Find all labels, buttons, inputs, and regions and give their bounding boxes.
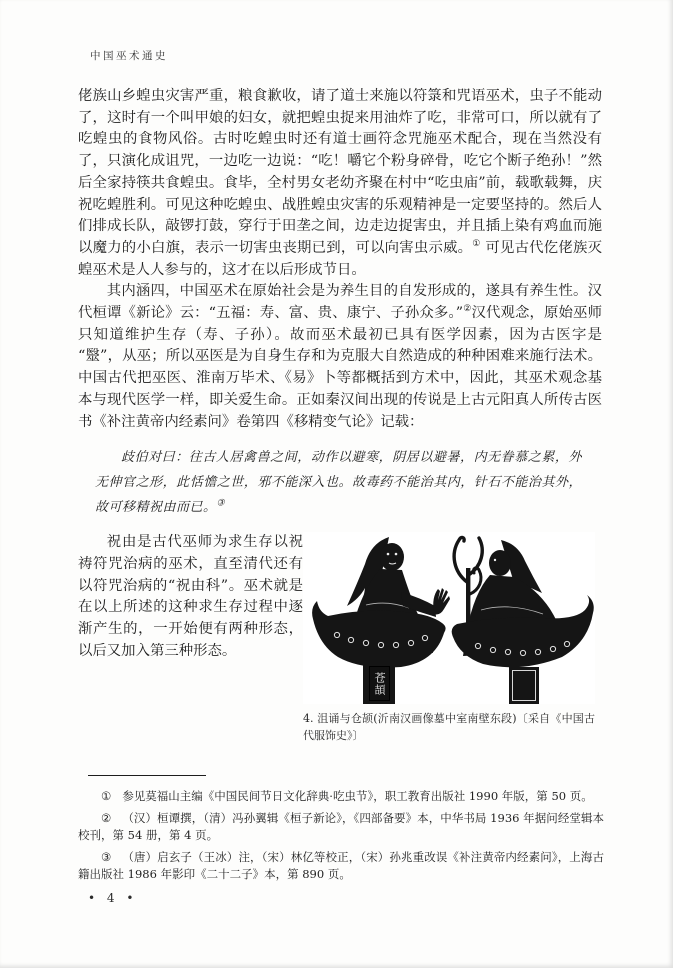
footnote-text: 参见莫福山主编《中国民间节日文化辞典·吃虫节》，职工教育出版社 1990 年版，第 50 页。 — [122, 789, 593, 803]
paragraph-zhuyou: 祝由是古代巫师为求生存以祝祷符咒治病的巫术，直至清代还有以符咒治病的“祝由科”。巫术就是在以上所述的这种求生存过程中逐渐产生的，一开始便有两种形态，以后又加入第三种形态。 — [78, 534, 303, 659]
page-number: • 4 • — [88, 891, 138, 905]
footnote-ref-3: ③ — [216, 498, 226, 509]
paragraph-locust-custom — [78, 86, 602, 281]
page-content — [78, 86, 602, 744]
footnote-3 — [78, 849, 604, 884]
classical-quote — [95, 445, 582, 520]
footnote-ref-2: ② — [463, 304, 472, 315]
running-title: 中国巫术通史 — [90, 50, 168, 62]
footnote-2 — [78, 810, 604, 845]
footnote-marker: ② — [101, 810, 112, 825]
two-column-section — [78, 532, 602, 744]
paragraph-text: 可见古代仡佬族灭蝗巫术是人人参与的，这才在以后形成节日。 — [78, 239, 602, 278]
figure-caption: 4. 沮诵与仓颉(沂南汉画像墓中室南壁东段)〔采自《中国古代服饰史》〕 — [303, 712, 595, 742]
footnote-marker: ③ — [101, 849, 112, 864]
han-rubbing-illustration-svg — [303, 532, 595, 704]
paragraph-connotation-four — [78, 281, 602, 433]
footnote-marker: ① — [101, 789, 112, 803]
footnote-text: （汉）桓谭撰，（清）冯孙翼辑《桓子新论》，《四部备要》本，中华书局 1936 年据问经堂辑本校刊，第 54 册，第 4 页。 — [78, 810, 605, 843]
footnote-area — [78, 775, 604, 888]
quote-text: 歧伯对曰：往古人居禽兽之间，动作以避寒，阴居以避暑，内无眷慕之累，外无伸官之形，此恬憺之世，邪不能深入也。故毒药不能治其内，针石不能治其外，故可移精祝由而已。 — [95, 450, 582, 516]
paragraph-text: 汉代观念，原始巫师只知道维护生存（寿、子孙）。故而巫术最初已具有医学因素，因为古医字是“毉”，从巫；所以巫医是为自身生存和为克服大自然造成的种种困难来施行法术。中国古代把巫医、淮南万毕术、《易》卜等都概括到方术中，因此，其巫术观念基本与现代医学一样，即关爱生命。正如秦汉间出现的传说是上古元阳真人所传古医书《补注黄帝内经素问》卷第四《移精变气论》记载： — [78, 305, 602, 430]
paragraph-text: 其内涵四，中国巫术在原始社会是为养生目的自发形成的，遂具有养生性。汉代桓谭《新论》云：“五福：寿、富、贵、康宁、子孙众多。” — [78, 283, 602, 322]
cartouche-label: 苍頡 — [369, 666, 390, 701]
paragraph-text: 佬族山乡蝗虫灾害严重，粮食歉收，请了道士来施以符箓和咒语巫术，虫子不能动了，这时有一个叫甲娘的妇女，就把蝗虫捉来用油炸了吃，非常可口，所以就有了吃蝗虫的食物风俗。古时吃蝗虫时还有道士画符念咒施巫术配合，现在当然没有了，只演化成诅咒，一边吃一边说：“吃！嚼它个粉身碎骨，吃它个断子绝孙！”然后全家持筷共食蝗虫。食毕，全村男女老幼齐聚在村中“吃虫庙”前，载歌载舞，庆祝吃蝗胜利。可见这种吃蝗虫、战胜蝗虫灾害的乐观精神是一定要坚持的。然后人们排成长队，敲锣打鼓，穿行于田垄之间，边走边捉害虫，并且插上染有鸡血而施以魔力的小白旗，表示一切害虫丧期已到，可以向害虫示威。 — [78, 88, 602, 256]
figure-rubbing-image — [303, 532, 595, 704]
footnote-ref-1: ① — [472, 239, 481, 250]
footnote-text: （唐）启玄子（王冰）注，（宋）林亿等校正，（宋）孙兆重改误《补注黄帝内经素问》，上海古籍出版社 1986 年影印《二十二子》本，第 890 页。 — [78, 849, 605, 882]
figure-block — [303, 532, 595, 744]
footnote-1 — [78, 788, 604, 806]
footnote-divider — [88, 775, 206, 776]
